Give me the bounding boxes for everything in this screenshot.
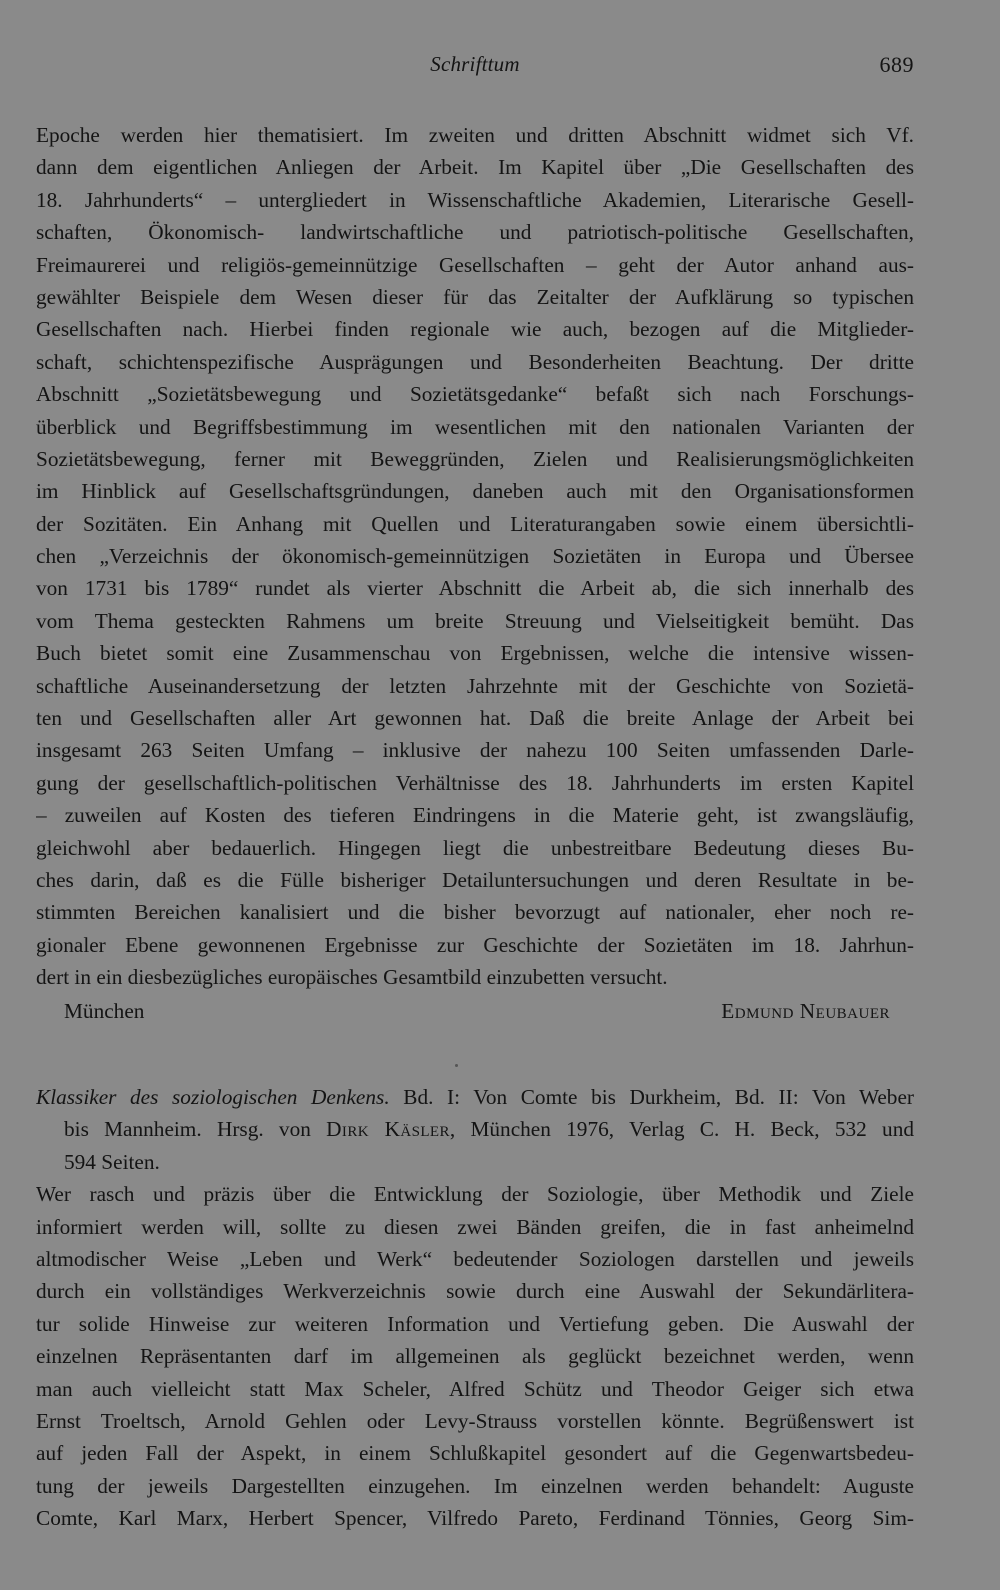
text-line: von 1731 bis 1789“ rundet als vierter Abschnitt die Arbeit ab, die sich innerhalb des <box>36 576 914 601</box>
page-number: 689 <box>879 52 914 77</box>
text-line: gewählter Beispiele dem Wesen dieser für das Zeitalter der Aufklärung so typischen <box>36 284 914 309</box>
text-line: ches darin, daß es die Fülle bisheriger Detailuntersuchungen und deren Resultate in be- <box>36 867 914 892</box>
review-continued <box>36 119 914 1028</box>
biblio-line <box>36 1113 914 1145</box>
text-line: überblick und Begriffsbestimmung im wesentlichen mit den nationalen Varianten der <box>36 414 914 439</box>
text-line: tur solide Hinweise zur weiteren Information und Vertiefung geben. Die Auswahl der <box>36 1311 914 1336</box>
bibliographic-entry <box>36 1081 914 1178</box>
biblio-line: 594 Seiten. <box>64 1149 160 1174</box>
text-line: stimmten Bereichen kanalisiert und die bisher bevorzugt auf nationaler, eher noch re- <box>36 900 914 925</box>
running-title: Schrifttum <box>430 52 520 76</box>
text-line: dann dem eigentlichen Anliegen der Arbeit. Im Kapitel über „Die Gesellschaften des <box>36 155 914 180</box>
review-place: München <box>64 998 145 1023</box>
text-line: ten und Gesellschaften aller Art gewonnen hat. Daß die breite Anlage der Arbeit bei <box>36 706 914 731</box>
biblio-volumes: Bd. I: Von Comte bis Durkheim, Bd. II: Von Weber <box>389 1085 914 1109</box>
biblio-line <box>36 1081 914 1113</box>
running-head <box>36 52 914 86</box>
text-line: Comte, Karl Marx, Herbert Spencer, Vilfredo Pareto, Ferdinand Tönnies, Georg Sim- <box>36 1506 914 1531</box>
review-new <box>36 1081 914 1534</box>
text-line: informiert werden will, sollte zu diesen zwei Bänden greifen, die in fast anheimelnd <box>36 1214 914 1239</box>
text-line: Abschnitt „Sozietätsbewegung und Sozietätsgedanke“ befaßt sich nach Forschungs- <box>36 382 914 407</box>
text-line: chen „Verzeichnis der ökonomisch-gemeinnützigen Sozietäten in Europa und Übersee <box>36 544 914 569</box>
text-line: dert in ein diesbezügliches europäisches Gesamtbild einzubetten versucht. <box>36 965 668 990</box>
text-line: schaftliche Auseinandersetzung der letzten Jahrzehnte mit der Geschichte von Sozietä- <box>36 673 914 698</box>
text-line: einzelnen Repräsentanten darf im allgemeinen als geglückt bezeichnet werden, wenn <box>36 1344 914 1369</box>
text-line: Freimaurerei und religiös-gemeinnützige Gesellschaften – geht der Autor anhand aus- <box>36 252 914 277</box>
text-line: schaft, schichtenspezifische Ausprägungen und Besonderheiten Beachtung. Der dritte <box>36 349 914 374</box>
text-line: altmodischer Weise „Leben und Werk“ bedeutender Soziologen darstellen und jeweils <box>36 1246 914 1271</box>
text-line: gionaler Ebene gewonnenen Ergebnisse zur Geschichte der Sozietäten im 18. Jahrhun- <box>36 932 914 957</box>
review-text-block <box>36 1178 914 1534</box>
biblio-publisher: , München 1976, Verlag C. H. Beck, 532 und <box>449 1117 914 1142</box>
text-line: auf jeden Fall der Aspekt, in einem Schlußkapitel gesondert auf die Gegenwartsbedeu- <box>36 1441 914 1466</box>
text-line: Epoche werden hier thematisiert. Im zweiten und dritten Abschnitt widmet sich Vf. <box>36 123 914 147</box>
text-line: man auch vielleicht statt Max Scheler, Alfred Schütz und Theodor Geiger sich etwa <box>36 1376 914 1401</box>
text-line: im Hinblick auf Gesellschaftsgründungen, daneben auch mit den Organisationsformen <box>36 479 914 504</box>
text-line: gung der gesellschaftlich-politischen Verhältnisse des 18. Jahrhunderts im ersten Kapitel <box>36 770 914 795</box>
editor-name: Dirk Käsler <box>326 1117 450 1142</box>
text-line: durch ein vollständiges Werkverzeichnis sowie durch eine Auswahl der Sekundärlitera- <box>36 1279 914 1304</box>
biblio-editor-prefix: bis Mannheim. Hrsg. von <box>64 1117 327 1142</box>
text-line: Sozietätsbewegung, ferner mit Beweggründen, Zielen und Realisierungsmöglichkeiten <box>36 446 914 471</box>
text-line: Buch bietet somit eine Zusammenschau von Ergebnissen, welche die intensive wissen- <box>36 641 914 666</box>
text-line: vom Thema gesteckten Rahmens um breite Streuung und Vielseitigkeit bemüht. Das <box>36 608 914 633</box>
book-title: Klassiker des soziologischen Denkens. <box>36 1085 390 1109</box>
text-line: 18. Jahrhunderts“ – untergliedert in Wissenschaftliche Akademien, Literarische Gesell- <box>36 187 914 212</box>
review-text-block <box>36 119 914 994</box>
text-line: – zuweilen auf Kosten des tieferen Eindringens in die Materie geht, ist zwangsläufig, <box>36 803 914 828</box>
text-line: Gesellschaften nach. Hierbei finden regionale wie auch, bezogen auf die Mitglieder- <box>36 317 914 342</box>
text-line: gleichwohl aber bedauerlich. Hingegen liegt die unbestreitbare Bedeutung dieses Bu- <box>36 835 914 860</box>
text-line: der Sozitäten. Ein Anhang mit Quellen und Literaturangaben sowie einem übersichtli- <box>36 511 914 536</box>
stray-dot <box>455 1064 458 1067</box>
text-line: tung der jeweils Dargestellten einzugehen. Im einzelnen werden behandelt: Auguste <box>36 1473 914 1498</box>
reviewer-name: Edmund Neubauer <box>721 998 890 1023</box>
signature-row <box>36 994 914 1028</box>
text-line: Ernst Troeltsch, Arnold Gehlen oder Levy-Strauss vorstellen könnte. Begrüßenswert ist <box>36 1408 914 1433</box>
text-line: insgesamt 263 Seiten Umfang – inklusive der nahezu 100 Seiten umfassenden Darle- <box>36 738 914 763</box>
text-line: schaften, Ökonomisch- landwirtschaftliche und patriotisch-politische Gesellschaften, <box>36 220 914 245</box>
text-line: Wer rasch und präzis über die Entwicklung der Soziologie, über Methodik und Ziele <box>36 1182 914 1207</box>
